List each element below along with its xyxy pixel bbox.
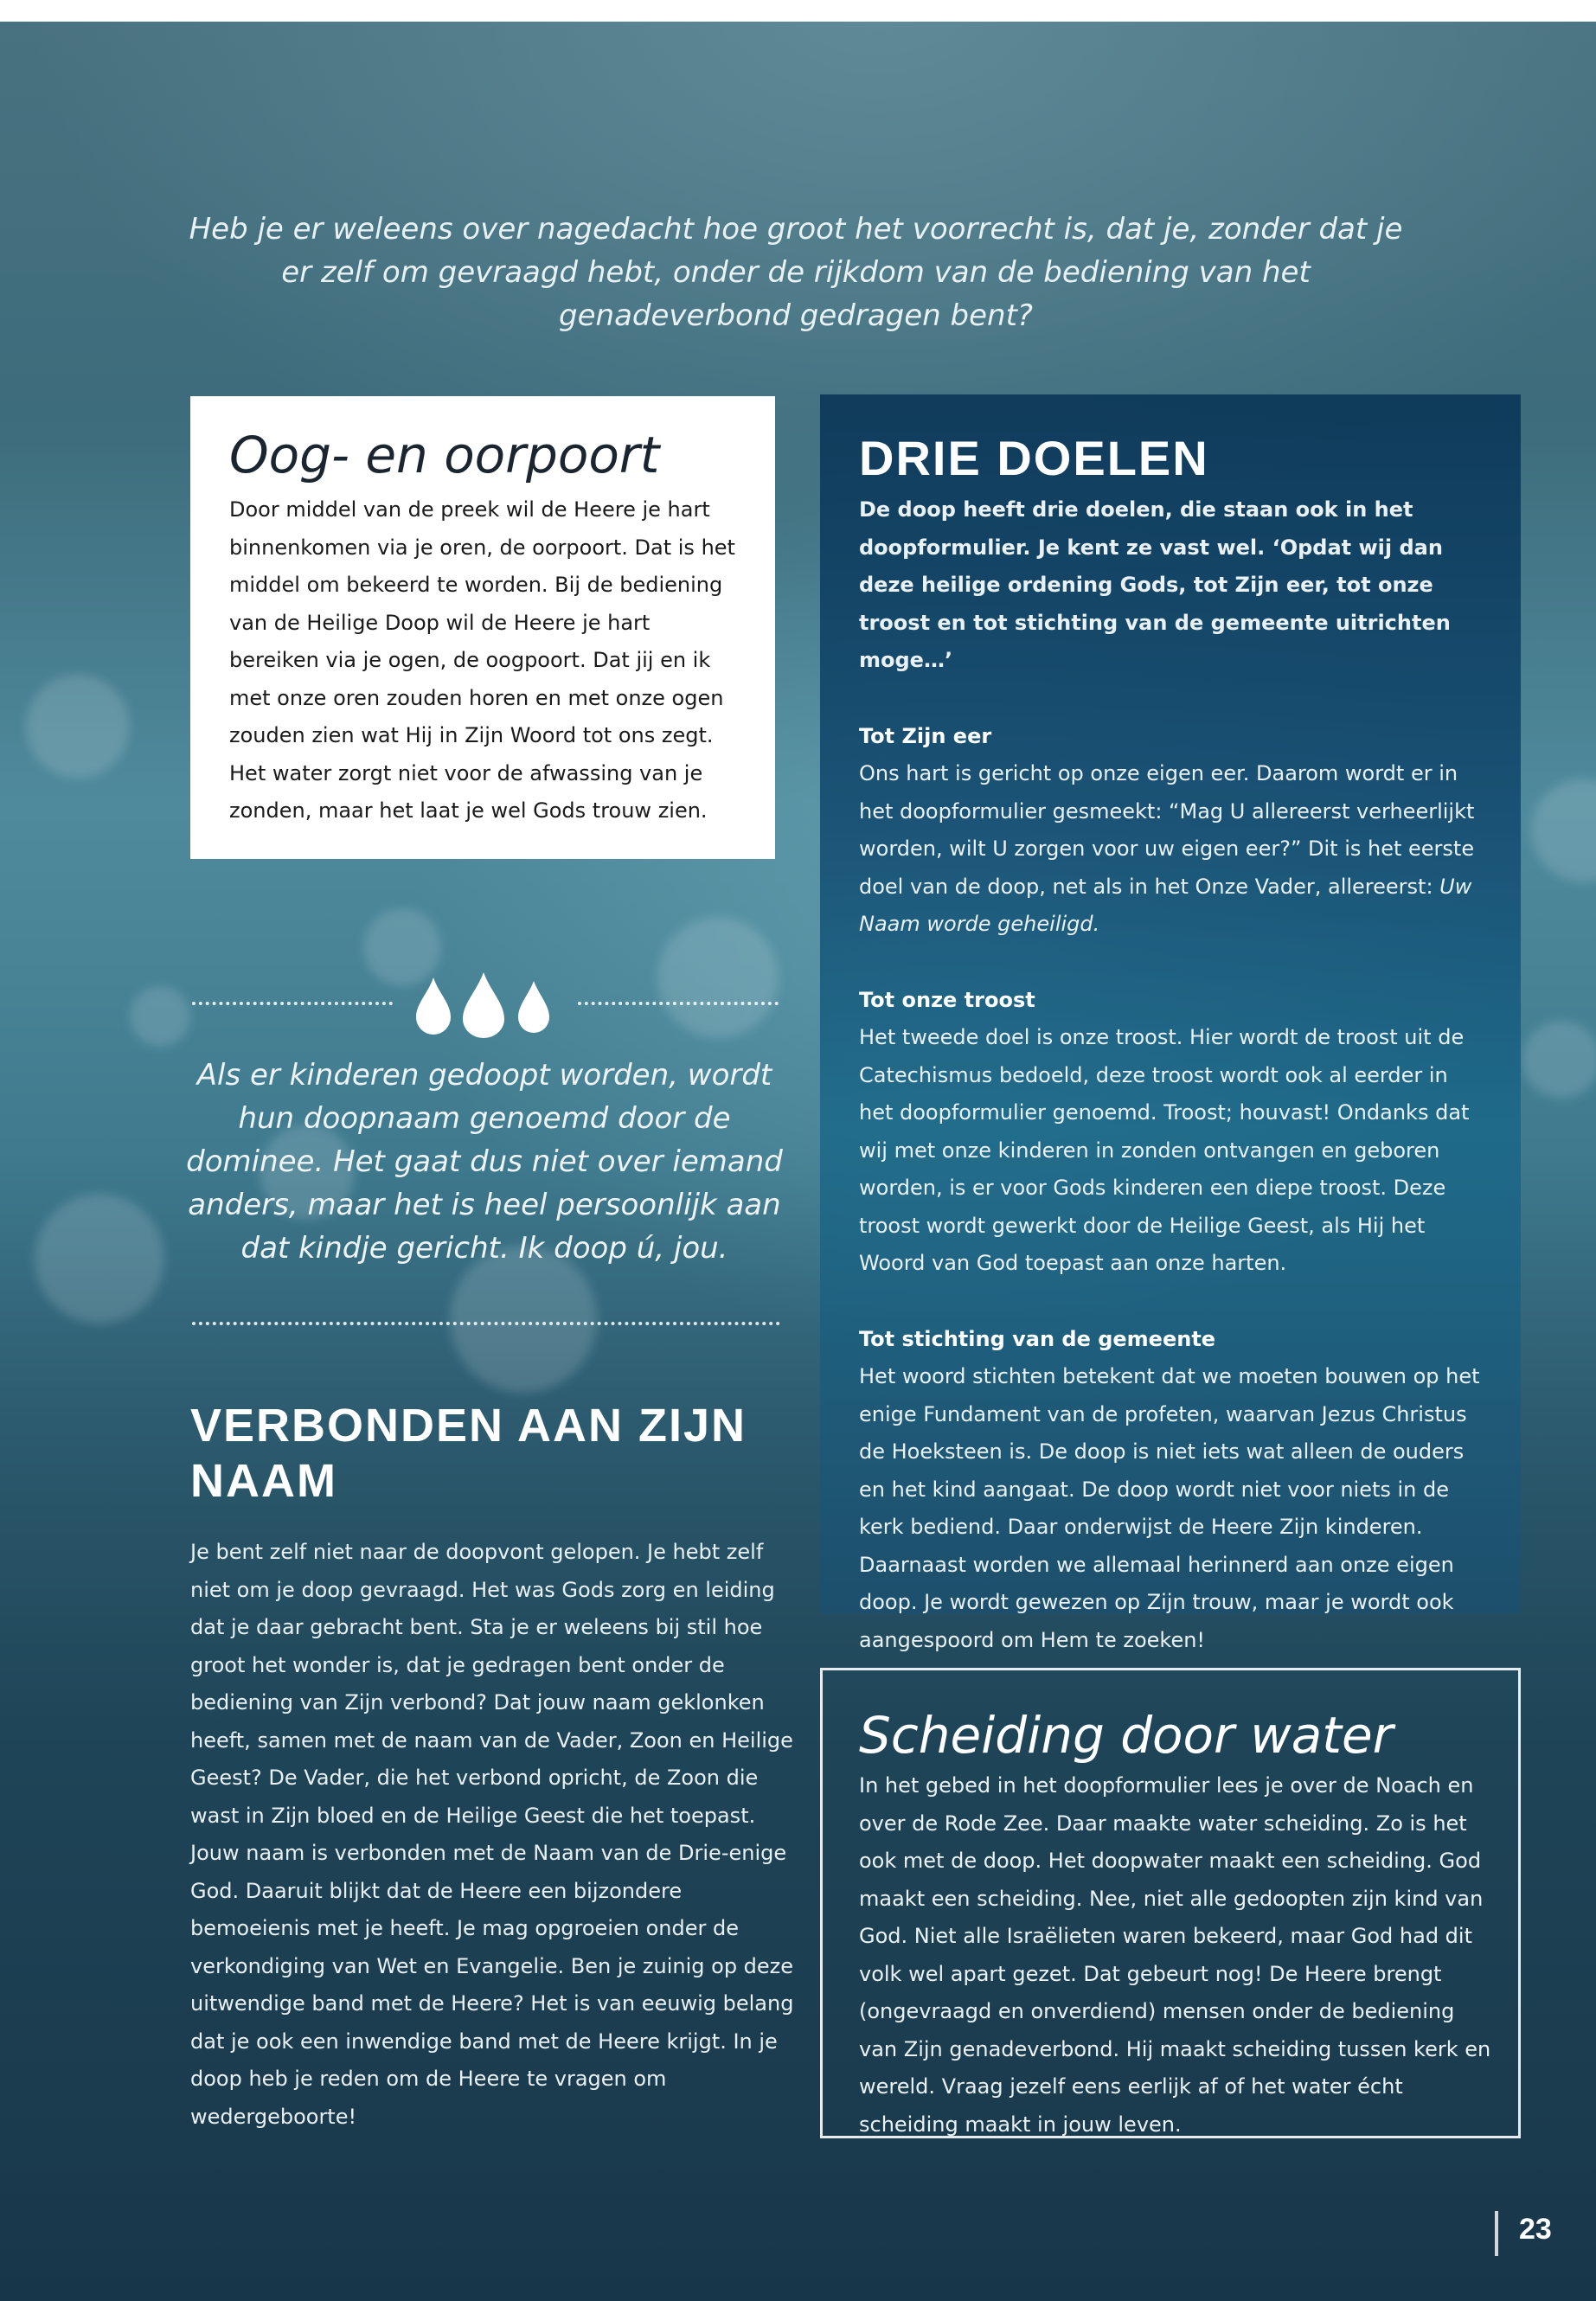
oog-title: Oog- en oorpoort <box>229 426 660 484</box>
page-number: 23 <box>1519 2213 1552 2246</box>
section-title-troost: Tot onze troost <box>859 987 1035 1012</box>
verbonden-body: Je bent zelf niet naar de doopvont gelopen. Je hebt zelf niet om je doop gevraagd. Het was Gods zorg en leiding dat je daar gebracht bent. Sta je er weleens bij stil hoe groot het wonder is, dat je gedragen bent onder de bediening van Zijn verbond? Dat jouw naam geklonken heeft, samen met de naam van de Vader, Zoon en Heilige Geest? De Vader, die het verbond opricht, de Zoon die wast in Zijn bloed en de Heilige Geest die het toepast. Jouw naam is verbonden met de Naam van de Drie-enige God. Daaruit blijkt dat de Heere een bijzondere bemoeienis met je heeft. Je mag opgroeien onder de verkondiging van Wet en Evangelie. Ben je zuinig op deze uitwendige band met de Heere? Het is van eeuwig belang dat je ook een inwendige band met de Heere krijgt. In je doop heb je reden om de Heere te vragen om wedergeboorte! <box>190 1540 794 2129</box>
oog-oorpoort-box <box>190 396 775 859</box>
scheiding-body: In het gebed in het doopformulier lees je over de Noach en over de Rode Zee. Daar maakte water scheiding. Zo is het ook met de doop. Het doopwater maakt een scheiding. God maakt een scheiding. Nee, niet alle gedoopten zijn kind van God. Niet alle Israëlieten waren bekeerd, maar God had dit volk wel apart gezet. Dat gebeurt nog! De Heere brengt (ongevraagd en onverdiend) mensen onder de bediening van Zijn genadeverbond. Hij maakt scheiding tussen kerk en wereld. Vraag jezelf eens eerlijk af of het water écht scheiding maakt in jouw leven. <box>859 1773 1491 2137</box>
page-number-bar <box>1495 2211 1498 2256</box>
section-title-eer: Tot Zijn eer <box>859 723 992 748</box>
top-strip <box>0 0 1596 22</box>
oog-body: Door middel van de preek wil de Heere je hart binnenkomen via je oren, de oorpoort. Dat is het middel om bekeerd te worden. Bij de bediening van de Heilige Doop wil de Heere je hart bereiken via je ogen, de oogpoort. Dat jij en ik met onze oren zouden horen en met onze ogen zouden zien wat Hij in Zijn Woord tot ons zegt. Het water zorgt niet voor de afwassing van je zonden, maar het laat je wel Gods trouw zien. <box>229 497 735 823</box>
drie-doelen-box <box>820 394 1521 1652</box>
bokeh-light <box>130 986 190 1047</box>
water-drops-icon <box>413 972 554 1038</box>
scheiding-box <box>820 1668 1521 2138</box>
drie-lead: De doop heeft drie doelen, die staan ook in het doopformulier. Je kent ze vast wel. ‘Opdat wij dan deze heilige ordening Gods, tot Zijn eer, tot onze troost en tot stichting van de gemeente uitrichten moge…’ <box>859 497 1451 672</box>
bokeh-light <box>1531 779 1596 882</box>
pull-quote: Als er kinderen gedoopt worden, wordt hun doopnaam genoemd door de dominee. Het gaat dus niet over iemand anders, maar het is heel persoonlijk aan dat kindje gericht. Ik doop ú, jou. <box>186 1058 783 1266</box>
bokeh-light <box>657 917 779 1038</box>
dotted-divider-left <box>192 1002 393 1009</box>
drie-title: DRIE DOELEN <box>859 431 1209 485</box>
bokeh-light <box>35 1194 164 1324</box>
bokeh-light <box>26 675 130 779</box>
section-title-stichting: Tot stichting van de gemeente <box>859 1326 1216 1351</box>
section-body-eer-italic: Uw Naam worde geheiligd. <box>859 874 1472 936</box>
bokeh-light <box>1522 1021 1596 1099</box>
dotted-divider-right <box>578 1002 779 1009</box>
section-body-eer-text: Ons hart is gericht op onze eigen eer. Daarom wordt er in het doopformulier gesmeekt: “Mag U allereerst verheerlijkt worden, wilt U zorgen voor uw eigen eer?” Dit is het eerste doel van de doop, net als in het Onze Vader, allereerst: <box>859 761 1475 899</box>
section-body-stichting: Het woord stichten betekent dat we moeten bouwen op het enige Fundament van de profeten, waarvan Jezus Christus de Hoeksteen is. De doop is niet iets wat alleen de ouders en het kind aangaat. De doop wordt niet voor niets in de kerk bediend. Daar onderwijst de Heere Zijn kinderen. Daarnaast worden we allemaal herinnerd aan onze eigen doop. Je wordt gewezen op Zijn trouw, maar je wordt ook aangespoord om Hem te zoeken! <box>859 1364 1480 1652</box>
intro-quote: Heb je er weleens over nagedacht hoe groot het voorrecht is, dat je, zonder dat je er zelf om gevraagd hebt, onder de rijkdom van de bediening van het genadeverbond gedragen bent? <box>189 212 1403 333</box>
dotted-divider-bottom <box>192 1322 780 1329</box>
section-body-eer <box>859 755 1486 944</box>
verbonden-title: VERBONDEN AAN ZIJN NAAM <box>190 1400 747 1507</box>
scheiding-title: Scheiding door water <box>859 1706 1394 1765</box>
section-body-troost: Het tweede doel is onze troost. Hier wordt de troost uit de Catechismus bedoeld, deze troost wordt ook al eerder in het doopformulier genoemd. Troost; houvast! Ondanks dat wij met onze kinderen in zonden ontvangen en geboren worden, is er voor Gods kinderen een diepe troost. Deze troost wordt gewerkt door de Heilige Geest, als Hij het Woord van God toepast aan onze harten. <box>859 1025 1470 1275</box>
